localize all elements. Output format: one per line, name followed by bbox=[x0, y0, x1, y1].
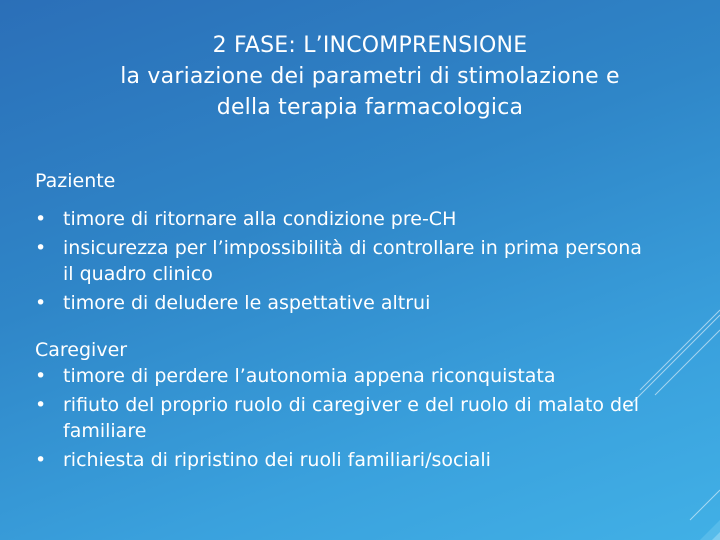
list-item: • insicurezza per l’impossibilità di controllare in prima persona il quadro clinico bbox=[35, 235, 655, 287]
title-line-1: 2 FASE: L’INCOMPRENSIONE bbox=[212, 33, 528, 58]
list-item: • rifiuto del proprio ruolo di caregiver e del ruolo di malato del familiare bbox=[35, 392, 655, 444]
title-line-3: della terapia farmacologica bbox=[216, 95, 524, 120]
bullet-list-paziente bbox=[35, 206, 655, 316]
list-item: • richiesta di ripristino dei ruoli familiari/sociali bbox=[35, 447, 655, 473]
slide-title bbox=[0, 30, 720, 123]
list-item: • timore di perdere l’autonomia appena riconquistata bbox=[35, 363, 655, 389]
bullet-list-caregiver bbox=[35, 363, 655, 473]
section-label-caregiver: Caregiver bbox=[35, 339, 128, 361]
section-label-paziente: Paziente bbox=[35, 170, 116, 192]
title-line-2: la variazione dei parametri di stimolazione e bbox=[120, 64, 620, 89]
list-item: • timore di deludere le aspettative altrui bbox=[35, 290, 655, 316]
list-item: • timore di ritornare alla condizione pre-CH bbox=[35, 206, 655, 232]
slide-body bbox=[35, 168, 655, 473]
